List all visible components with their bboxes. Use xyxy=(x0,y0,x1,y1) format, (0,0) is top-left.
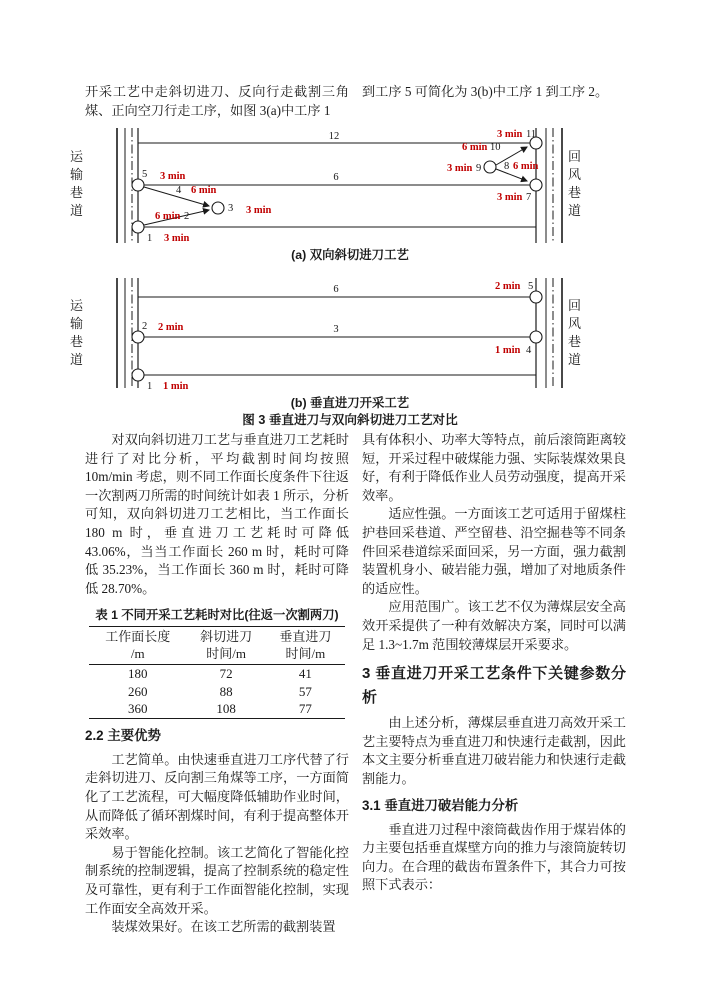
paragraph: 应用范围广。该工艺不仅为薄煤层安全高效开采提供了一种有效解决方案，同时可以满足 1.3~1.7m 范围较薄煤层开采要求。 xyxy=(362,599,626,652)
return-air-roadway-label-char: 回 xyxy=(568,149,582,164)
table-header-cell xyxy=(89,627,187,665)
node-step-3 xyxy=(212,202,224,214)
step-2-label: 2 xyxy=(184,211,190,222)
header-line: /m xyxy=(130,646,145,662)
step-1-label: 1 xyxy=(147,381,153,392)
figure-3-caption: 图 3 垂直进刀与双向斜切进刀工艺对比 xyxy=(242,413,458,427)
section-2-2-heading: 2.2 主要优势 xyxy=(85,727,161,743)
left-column xyxy=(85,431,349,937)
node-step-5 xyxy=(530,291,542,303)
header-line: 时间/m xyxy=(206,646,247,662)
caption-diagram-b: (b) 垂直进刀开采工艺 xyxy=(290,396,410,410)
transport-roadway-label-char: 巷 xyxy=(70,185,84,200)
return-air-roadway-label-char: 巷 xyxy=(568,185,582,200)
table-header-cell xyxy=(266,627,345,665)
step-8-time: 6 min xyxy=(513,161,539,172)
node-step-7 xyxy=(530,179,542,191)
table-1 xyxy=(89,626,345,719)
node-step-2 xyxy=(132,331,144,343)
paragraph: 工艺简单。由快速垂直进刀工序代替了行走斜切进刀、反向割三角煤等工序，一方面简化了工艺流程，可大幅度降低辅助作业时间，从而降低了循环割煤时间，有利于提高整体开采效率。 xyxy=(85,751,349,842)
paragraph: 对双向斜切进刀工艺与垂直进刀工艺耗时进行了对比分析，平均截割时间均按照10m/min 考虑，则不同工作面长度条件下往返一次割两刀所需的时间统计如表 1 所示，分析可知，双向斜切进刀工艺相比，当工作面长 180 m 时，垂直进刀工艺耗时可降低 43.06%，当当工作面长 260 m 时，耗时可降低 35.23%，当工作面长 360 m 时，耗时可降低 28.70%。 xyxy=(85,432,349,596)
step-5-label: 5 xyxy=(528,281,534,292)
step-9-label: 9 xyxy=(476,163,482,174)
table-cell: 41 xyxy=(298,666,312,682)
return-air-roadway-label-char: 巷 xyxy=(568,334,582,349)
return-air-roadway-label-char: 回 xyxy=(568,298,582,313)
table-header-cell xyxy=(187,627,266,665)
header-line: 垂直进刀 xyxy=(279,629,332,645)
table-cell: 108 xyxy=(216,701,236,717)
right-column xyxy=(362,431,626,895)
step-6-label: 6 xyxy=(333,172,339,183)
step-10-time: 6 min xyxy=(462,142,488,153)
header-line: 时间/m xyxy=(285,646,326,662)
step-12-label: 12 xyxy=(328,131,340,142)
table-cell: 72 xyxy=(219,666,233,682)
transport-roadway-label-char: 巷 xyxy=(70,334,84,349)
step-4-label: 4 xyxy=(176,185,182,196)
step-1-label: 1 xyxy=(147,233,153,244)
table-cell: 180 xyxy=(128,666,148,682)
node-step-4 xyxy=(530,331,542,343)
return-air-roadway-label-char: 道 xyxy=(568,352,582,367)
transport-roadway-label-char: 道 xyxy=(70,203,84,218)
step-5-time: 3 min xyxy=(160,171,186,182)
step-7-label: 7 xyxy=(526,192,532,203)
table-cell: 77 xyxy=(298,701,312,717)
table-row xyxy=(89,683,345,701)
step-6-label: 6 xyxy=(333,284,339,295)
transport-roadway-label-char: 运 xyxy=(70,149,84,164)
step-3-label: 3 xyxy=(228,203,234,214)
step-1-time: 1 min xyxy=(163,381,189,392)
transport-roadway-label-char: 道 xyxy=(70,352,84,367)
step-4-label: 4 xyxy=(526,345,532,356)
step-4-time: 1 min xyxy=(495,345,521,356)
step-3-label: 3 xyxy=(333,324,339,335)
table-cell: 360 xyxy=(128,701,148,717)
paragraph: 具有体积小、功率大等特点，前后滚筒距离较短，开采过程中破煤能力强、实际装煤效果良好，有利于降低作业人员劳动强度，提高开采效率。 xyxy=(362,432,626,503)
paragraph: 适应性强。一方面该工艺可适用于留煤柱护巷回采巷道、严空留巷、沿空掘巷等不同条件回采巷道综采面回采，另一方面，强力截割装置机身小、破岩能力强，增加了对地质条件的适应性。 xyxy=(362,506,626,596)
node-step-5 xyxy=(132,179,144,191)
return-air-roadway-label-char: 道 xyxy=(568,203,582,218)
intro-text-right: 到工序 5 可简化为 3(b)中工序 1 到工序 2。 xyxy=(362,84,609,99)
step-2-time: 6 min xyxy=(155,211,181,222)
table-cell: 57 xyxy=(298,683,312,699)
table-row xyxy=(89,665,345,683)
step-8-label: 8 xyxy=(504,161,510,172)
step-11-label: 11 xyxy=(526,129,537,140)
section-3-1-heading: 3.1 垂直进刀破岩能力分析 xyxy=(362,797,519,813)
table-1-title: 表 1 不同开采工艺耗时对比(往返一次割两刀) xyxy=(95,608,339,623)
step-9-time: 3 min xyxy=(447,163,473,174)
node-step-1 xyxy=(132,369,144,381)
step-5-label: 5 xyxy=(142,169,148,180)
header-line: 斜切进刀 xyxy=(200,629,253,645)
paragraph: 垂直进刀过程中滚筒截齿作用于煤岩体的力主要包括垂直煤壁方向的推力与滚筒旋转切向力。在合理的截齿布置条件下，其合力可按照下式表示： xyxy=(362,821,626,893)
table-cell: 88 xyxy=(219,683,233,699)
return-air-roadway-label-char: 风 xyxy=(568,316,582,331)
return-air-roadway-label-char: 风 xyxy=(568,167,582,182)
transport-roadway-label-char: 运 xyxy=(70,298,84,313)
step-2-label: 2 xyxy=(142,321,148,332)
paragraph: 装煤效果好。在该工艺所需的截割装置 xyxy=(111,919,336,935)
table-cell: 260 xyxy=(128,683,148,699)
step-5-time: 2 min xyxy=(495,281,521,292)
paragraph: 由上述分析，薄煤层垂直进刀高效开采工艺主要特点为垂直进刀和快速行走截割，因此本文主要分析垂直进刀破岩能力和快速行走截割能力。 xyxy=(362,715,626,786)
paragraph: 易于智能化控制。该工艺简化了智能化控制系统的控制逻辑，提高了控制系统的稳定性及可靠性，更有利于工作面智能化控制，实现工作面安全高效开采。 xyxy=(85,844,349,916)
table-header-row xyxy=(89,627,345,665)
step-4-time: 6 min xyxy=(191,185,217,196)
step-3-time: 3 min xyxy=(246,205,272,216)
step-1-time: 3 min xyxy=(164,233,190,244)
transport-roadway-label-char: 输 xyxy=(70,167,84,182)
table-row xyxy=(89,700,345,718)
transport-roadway-label-char: 输 xyxy=(70,316,84,331)
step-10-label: 10 xyxy=(490,142,501,153)
node-step-1 xyxy=(132,221,144,233)
diagram-b-vertical-feed-process xyxy=(60,270,640,394)
step-11-time: 3 min xyxy=(497,129,523,140)
section-3-heading: 3 垂直进刀开采工艺条件下关键参数分析 xyxy=(362,665,626,707)
step-2-time: 2 min xyxy=(158,322,184,333)
step-7-time: 3 min xyxy=(497,192,523,203)
caption-diagram-a: (a) 双向斜切进刀工艺 xyxy=(291,248,409,262)
intro-text-left: 开采工艺中走斜切进刀、反向行走截割三角煤、正向空刀行走工序，如图 3(a)中工序 1 xyxy=(85,84,349,118)
diagram-a-oblique-feed-process xyxy=(60,123,640,247)
header-line: 工作面长度 xyxy=(105,629,171,645)
node-step-9 xyxy=(484,161,496,173)
